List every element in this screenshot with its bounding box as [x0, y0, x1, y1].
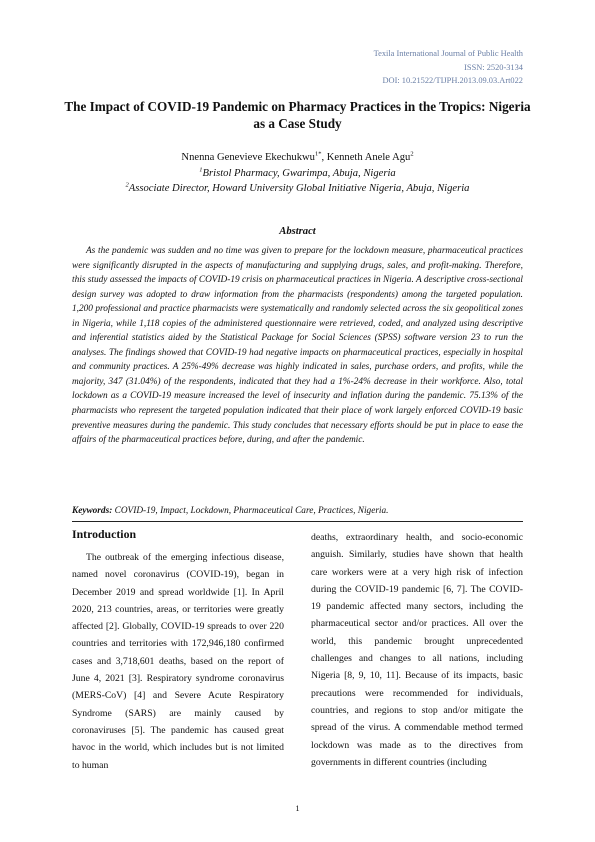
- page-number: 1: [295, 803, 300, 813]
- affiliation-2-text: Associate Director, Howard University Global Initiative Nigeria, Abuja, Nigeria: [128, 183, 470, 194]
- introduction-column-left: The outbreak of the emerging infectious disease, named novel coronavirus (COVID-19), began in December 2019 and spread worldwide [1]. In April 2020, 213 countries, areas, or territories were greatly affected [2]. Globally, COVID-19 spreads to over 220 countries and territories with 172,946,180 confirmed cases and 3,718,601 deaths, based on the report of June 4, 2021 [3]. Respiratory syndrome coronavirus (MERS-CoV) [4] and Severe Acute Respiratory Syndrome (SARS) are mainly caused by coronaviruses [5]. The pandemic has caused great havoc in the world, which includes but is not limited to human: [72, 552, 284, 771]
- introduction-heading: Introduction: [72, 527, 137, 541]
- abstract-heading: Abstract: [279, 226, 316, 237]
- paper-title: The Impact of COVID-19 Pandemic on Pharmacy Practices in the Tropics: Nigeria as a Case Study: [64, 99, 531, 131]
- author-separator: ,: [321, 152, 327, 163]
- affiliation-2: [60, 181, 535, 197]
- journal-issn: ISSN: 2520-3134: [464, 62, 523, 72]
- author-2-superscript: 2: [410, 150, 414, 158]
- author-1-name: Nnenna Genevieve Ekechukwu: [181, 152, 315, 163]
- abstract-text: As the pandemic was sudden and no time was given to prepare for the lockdown measure, pharmaceutical practices were significantly disrupted in the aspects of manufacturing and supplying drugs, sales, and profit-making. Therefore, this study assessed the impacts of COVID-19 crisis on pharmaceutical practices in Nigeria. A descriptive cross-sectional design survey was adopted to draw information from the pharmacists (respondents) among the targeted population. 1,200 professional and practice pharmacists were systematically and randomly selected across the six geopolitical zones in Nigeria, while 1,118 copies of the administered questionnaire were retrieved, coded, and analyzed using descriptive and inferential statistics aided by the Statistical Package for Social Sciences (SPSS) software version 23 to run the analyses. The findings showed that COVID-19 had negative impacts on pharmaceutical practices, especially in hospital and community practices. A 25%-49% decrease was highly indicated in sales, purchase orders, and profits, while the majority, 347 (31.04%) of the respondents, indicated that they had a 1%-24% decrease in their workforce. Also, total lockdown as a COVID-19 measure increased the level of insecurity and inflation during the pandemic. 75.13% of the pharmacists who represent the targeted population indicated that their place of work largely enforced COVID-19 basic preventive measures during the pandemic. This study concludes that necessary efforts should be put in place to ease the affairs of the pharmaceutical practices before, during, and after the pandemic.: [72, 246, 523, 446]
- keywords-label: Keywords:: [72, 506, 113, 516]
- affiliation-1: [60, 166, 535, 182]
- keywords-text: COVID-19, Impact, Lockdown, Pharmaceutical Care, Practices, Nigeria.: [114, 506, 389, 516]
- journal-doi: DOI: 10.21522/TIJPH.2013.09.03.Art022: [382, 76, 523, 85]
- author-block: [60, 150, 535, 197]
- affiliation-2-superscript: 2: [125, 181, 129, 189]
- author-1-superscript: 1*: [314, 150, 322, 158]
- affiliation-1-superscript: 1: [199, 165, 203, 173]
- introduction-column-right: deaths, extraordinary health, and socio-economic anguish. Similarly, studies have shown that health care workers were at a very high risk of infection during the COVID-19 pandemic [6, 7]. The COVID-19 pandemic affected many sectors, including the pharmaceutical sector and/or practices. All over the world, this pandemic brought unprecedented challenges and changes to all nations, including Nigeria [8, 9, 10, 11]. Because of its impacts, basic precautions were recommended for individuals, countries, and regions to stop and/or mitigate the spread of the virus. A commendable method termed lockdown was made as to the directives from governments in different countries (including: [311, 532, 523, 768]
- author-2-name: Kenneth Anele Agu: [326, 152, 411, 163]
- affiliation-1-text: Bristol Pharmacy, Gwarimpa, Abuja, Nigeria: [202, 167, 396, 179]
- keywords: [72, 505, 523, 522]
- journal-name: Texila International Journal of Public Health: [373, 49, 523, 58]
- author-line: [60, 150, 535, 166]
- journal-header: [374, 47, 523, 88]
